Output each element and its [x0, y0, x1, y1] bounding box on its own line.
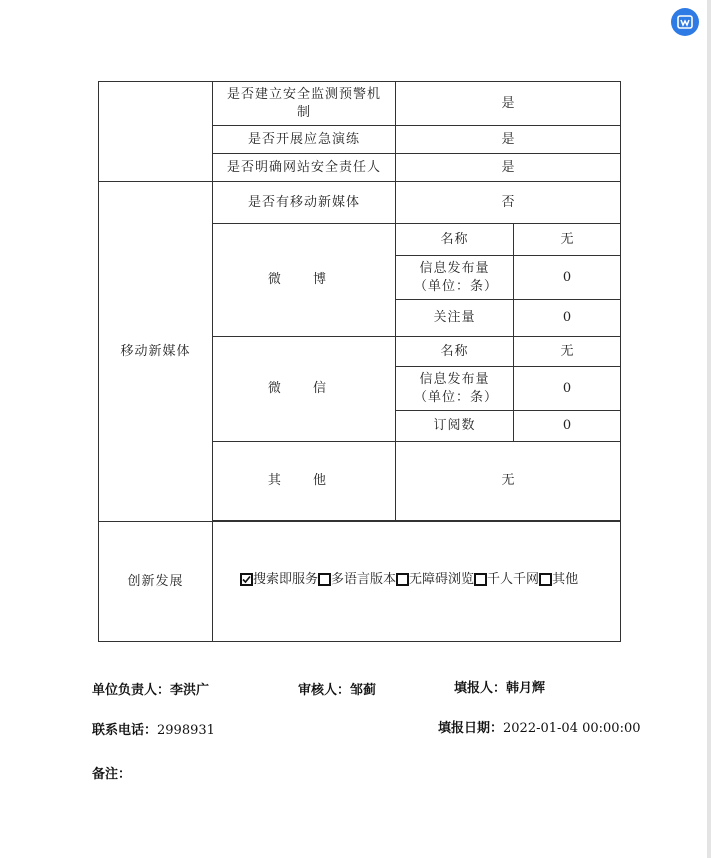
- option-label: 千人千网: [487, 571, 540, 587]
- date-label: 填报日期：: [438, 721, 504, 736]
- checkbox-icon[interactable]: [474, 573, 487, 586]
- option-accessibility[interactable]: [396, 571, 474, 589]
- app-badge-icon[interactable]: [671, 8, 699, 36]
- option-label: 搜索即服务: [253, 571, 319, 587]
- unit-head-label: 单位负责人：: [92, 683, 171, 698]
- checkbox-checked-icon[interactable]: [240, 573, 253, 586]
- unit-head-value: 李洪广: [170, 683, 210, 698]
- mechanism-value: 是: [396, 82, 621, 126]
- report-table: [98, 81, 621, 642]
- weixin-name-label: 名称: [396, 337, 514, 367]
- option-personalized[interactable]: [474, 571, 539, 589]
- checkbox-icon[interactable]: [318, 573, 331, 586]
- weibo-name-label: 名称: [396, 224, 514, 256]
- checkbox-icon[interactable]: [539, 573, 552, 586]
- unit-head: [92, 679, 209, 698]
- weixin-subs-value: 0: [514, 411, 621, 442]
- weibo-follow-value: 0: [514, 300, 621, 337]
- weixin-subs-label: 订阅数: [396, 411, 514, 442]
- phone: [92, 719, 215, 738]
- weixin-label: 微 信: [213, 337, 396, 442]
- innovation-label: 创新发展: [99, 522, 213, 642]
- weibo-label: 微 博: [213, 224, 396, 337]
- reviewer: [298, 679, 376, 698]
- phone-label: 联系电话：: [92, 723, 158, 738]
- drill-value: 是: [396, 126, 621, 154]
- reviewer-label: 审核人：: [298, 683, 351, 698]
- security-section-cell: [99, 82, 213, 182]
- option-label: 无障碍浏览: [409, 571, 475, 587]
- fill-date: [438, 717, 641, 736]
- other-media-value: 无: [396, 442, 621, 521]
- weixin-name-value: 无: [514, 337, 621, 367]
- option-label: 其他: [552, 571, 579, 587]
- filler-value: 韩月辉: [506, 681, 546, 696]
- filler: [454, 677, 545, 696]
- weibo-posts-value: 0: [514, 256, 621, 300]
- option-search-service[interactable]: [240, 571, 318, 589]
- remark-label: 备注：: [92, 767, 132, 782]
- weibo-follow-label: 关注量: [396, 300, 514, 337]
- weibo-name-value: 无: [514, 224, 621, 256]
- responsible-label: 是否明确网站安全责任人: [213, 154, 396, 182]
- other-media-label: 其 他: [213, 442, 396, 521]
- option-label: 多语言版本: [331, 571, 397, 587]
- innovation-options: [213, 522, 621, 642]
- page-edge: [707, 0, 711, 858]
- media-section-label: 移动新媒体: [99, 182, 213, 522]
- option-other[interactable]: [539, 571, 578, 589]
- reviewer-value: 邹蓟: [350, 683, 377, 698]
- filler-label: 填报人：: [454, 681, 507, 696]
- phone-value: 2998931: [157, 723, 215, 738]
- weixin-posts-label: 信息发布量（单位：条）: [396, 367, 514, 411]
- weixin-posts-value: 0: [514, 367, 621, 411]
- drill-label: 是否开展应急演练: [213, 126, 396, 154]
- has-media-value: 否: [396, 182, 621, 224]
- date-value: 2022-01-04 00:00:00: [503, 721, 641, 736]
- responsible-value: 是: [396, 154, 621, 182]
- remark: [92, 763, 131, 782]
- mechanism-label: 是否建立安全监测预警机制: [213, 82, 396, 126]
- checkbox-icon[interactable]: [396, 573, 409, 586]
- weibo-posts-label: 信息发布量（单位：条）: [396, 256, 514, 300]
- option-multilingual[interactable]: [318, 571, 396, 589]
- has-media-label: 是否有移动新媒体: [213, 182, 396, 224]
